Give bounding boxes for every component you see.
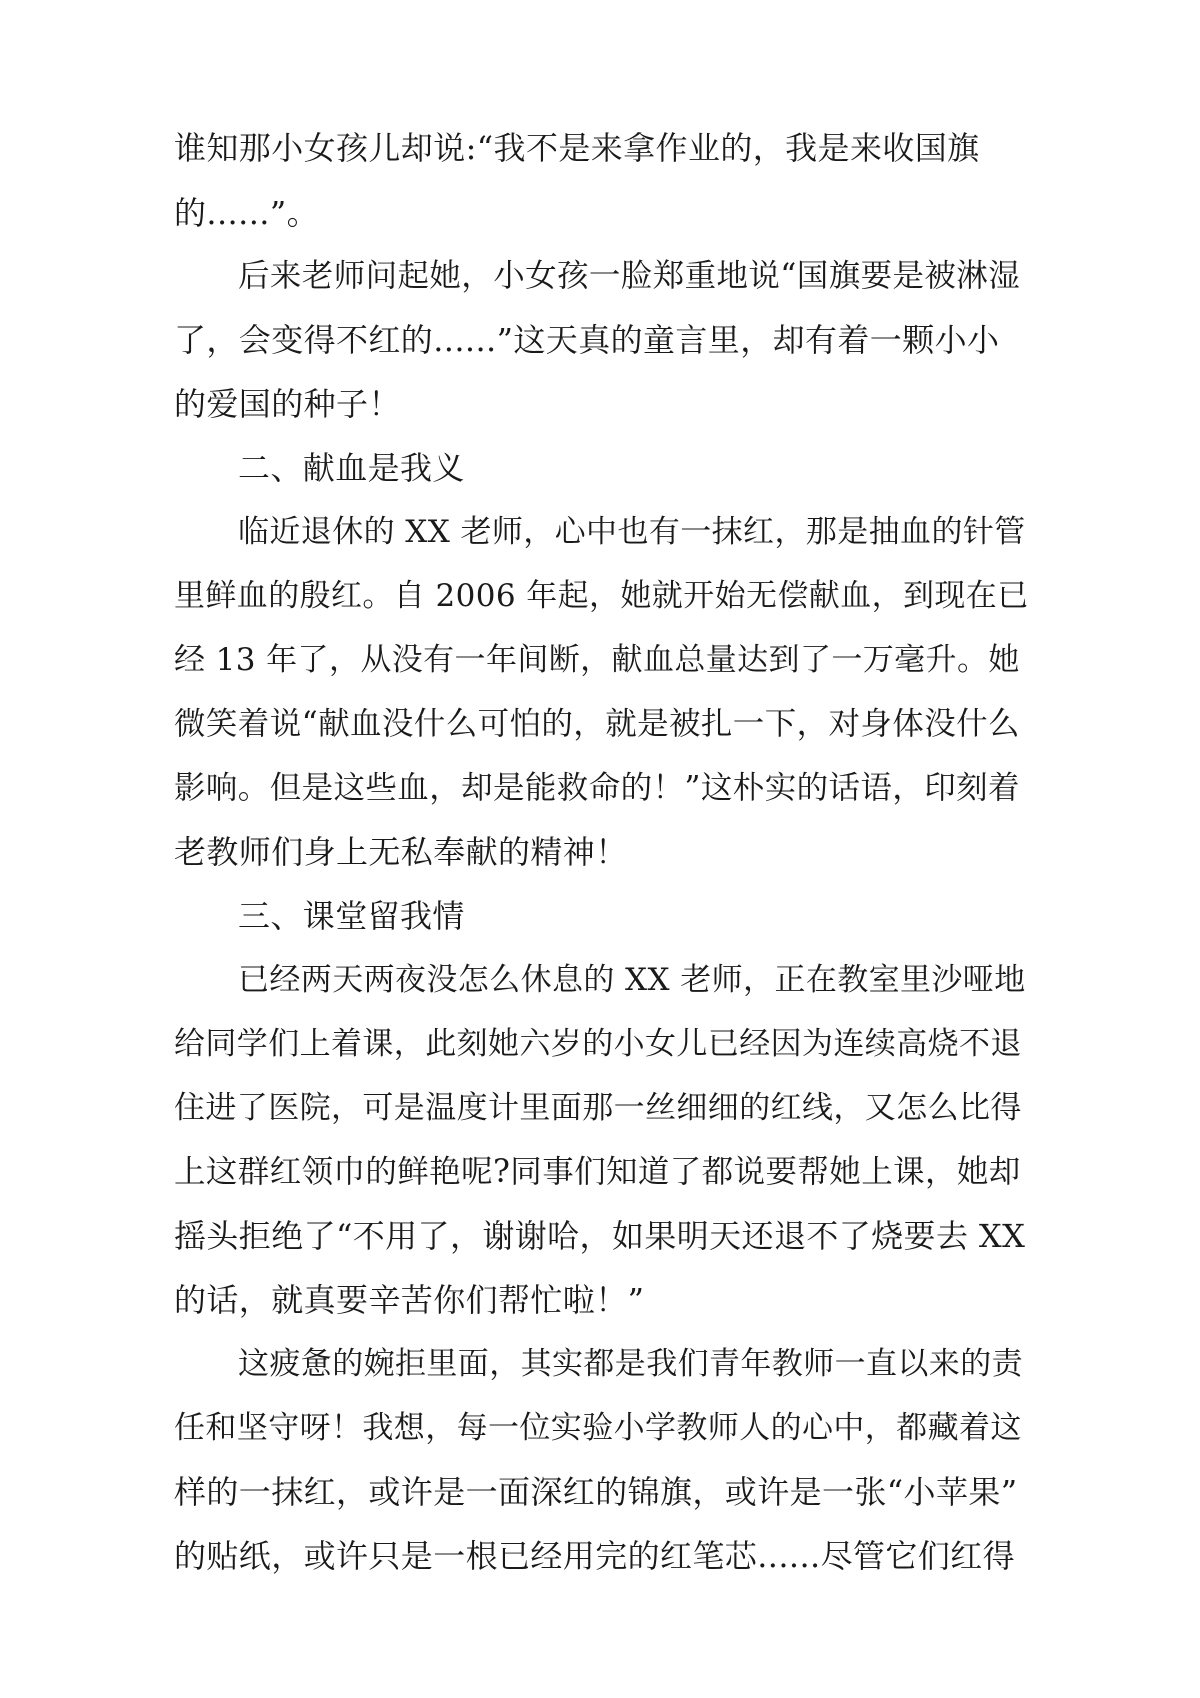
text-line: 里鲜血的殷红。自 2006 年起，她就开始无偿献血，到现在已 — [174, 578, 1029, 614]
text-line: 住进了医院，可是温度计里面那一丝细细的红线，又怎么比得 — [174, 1090, 1022, 1126]
text-line: 影响。但是这些血，却是能救命的！”这朴实的话语，印刻着 — [174, 770, 1020, 806]
text-line: 的贴纸，或许只是一根已经用完的红笔芯......尽管它们红得 — [174, 1537, 1016, 1575]
text-line: 了，会变得不红的......”这天真的童言里，却有着一颗小小 — [174, 321, 1000, 359]
text-line: 上这群红领巾的鲜艳呢?同事们知道了都说要帮她上课，她却 — [174, 1154, 1021, 1190]
text-line: 的爱国的种子！ — [174, 385, 401, 423]
text-line: 经 13 年了，从没有一年间断，献血总量达到了一万毫升。她 — [174, 642, 1020, 678]
text-line: 任和坚守呀！我想，每一位实验小学教师人的心中，都藏着这 — [174, 1410, 1022, 1446]
text-line: 样的一抹红，或许是一面深红的锦旗，或许是一张“小苹果” — [174, 1473, 1018, 1511]
text-line: 谁知那小女孩儿却说:“我不是来拿作业的，我是来收国旗 — [174, 129, 980, 167]
section-heading: 二、献血是我义 — [238, 449, 465, 487]
text-line: 已经两天两夜没怎么休息的 XX 老师，正在教室里沙哑地 — [238, 962, 1026, 998]
text-line: 后来老师问起她，小女孩一脸郑重地说“国旗要是被淋湿 — [238, 258, 1021, 294]
text-line: 的话，就真要辛苦你们帮忙啦！” — [174, 1281, 645, 1319]
text-line: 给同学们上着课，此刻她六岁的小女儿已经因为连续高烧不退 — [174, 1026, 1022, 1062]
text-line: 微笑着说“献血没什么可怕的，就是被扎一下，对身体没什么 — [174, 706, 1020, 742]
section-heading: 三、课堂留我情 — [238, 897, 465, 935]
text-line: 临近退休的 XX 老师，心中也有一抹红，那是抽血的针管 — [238, 514, 1026, 550]
text-line: 这疲惫的婉拒里面，其实都是我们青年教师一直以来的责 — [238, 1346, 1023, 1382]
text-line: 的......”。 — [174, 194, 319, 232]
text-line: 摇头拒绝了“不用了，谢谢哈，如果明天还退不了烧要去 XX — [174, 1217, 1026, 1255]
text-line: 老教师们身上无私奉献的精神！ — [174, 833, 628, 871]
